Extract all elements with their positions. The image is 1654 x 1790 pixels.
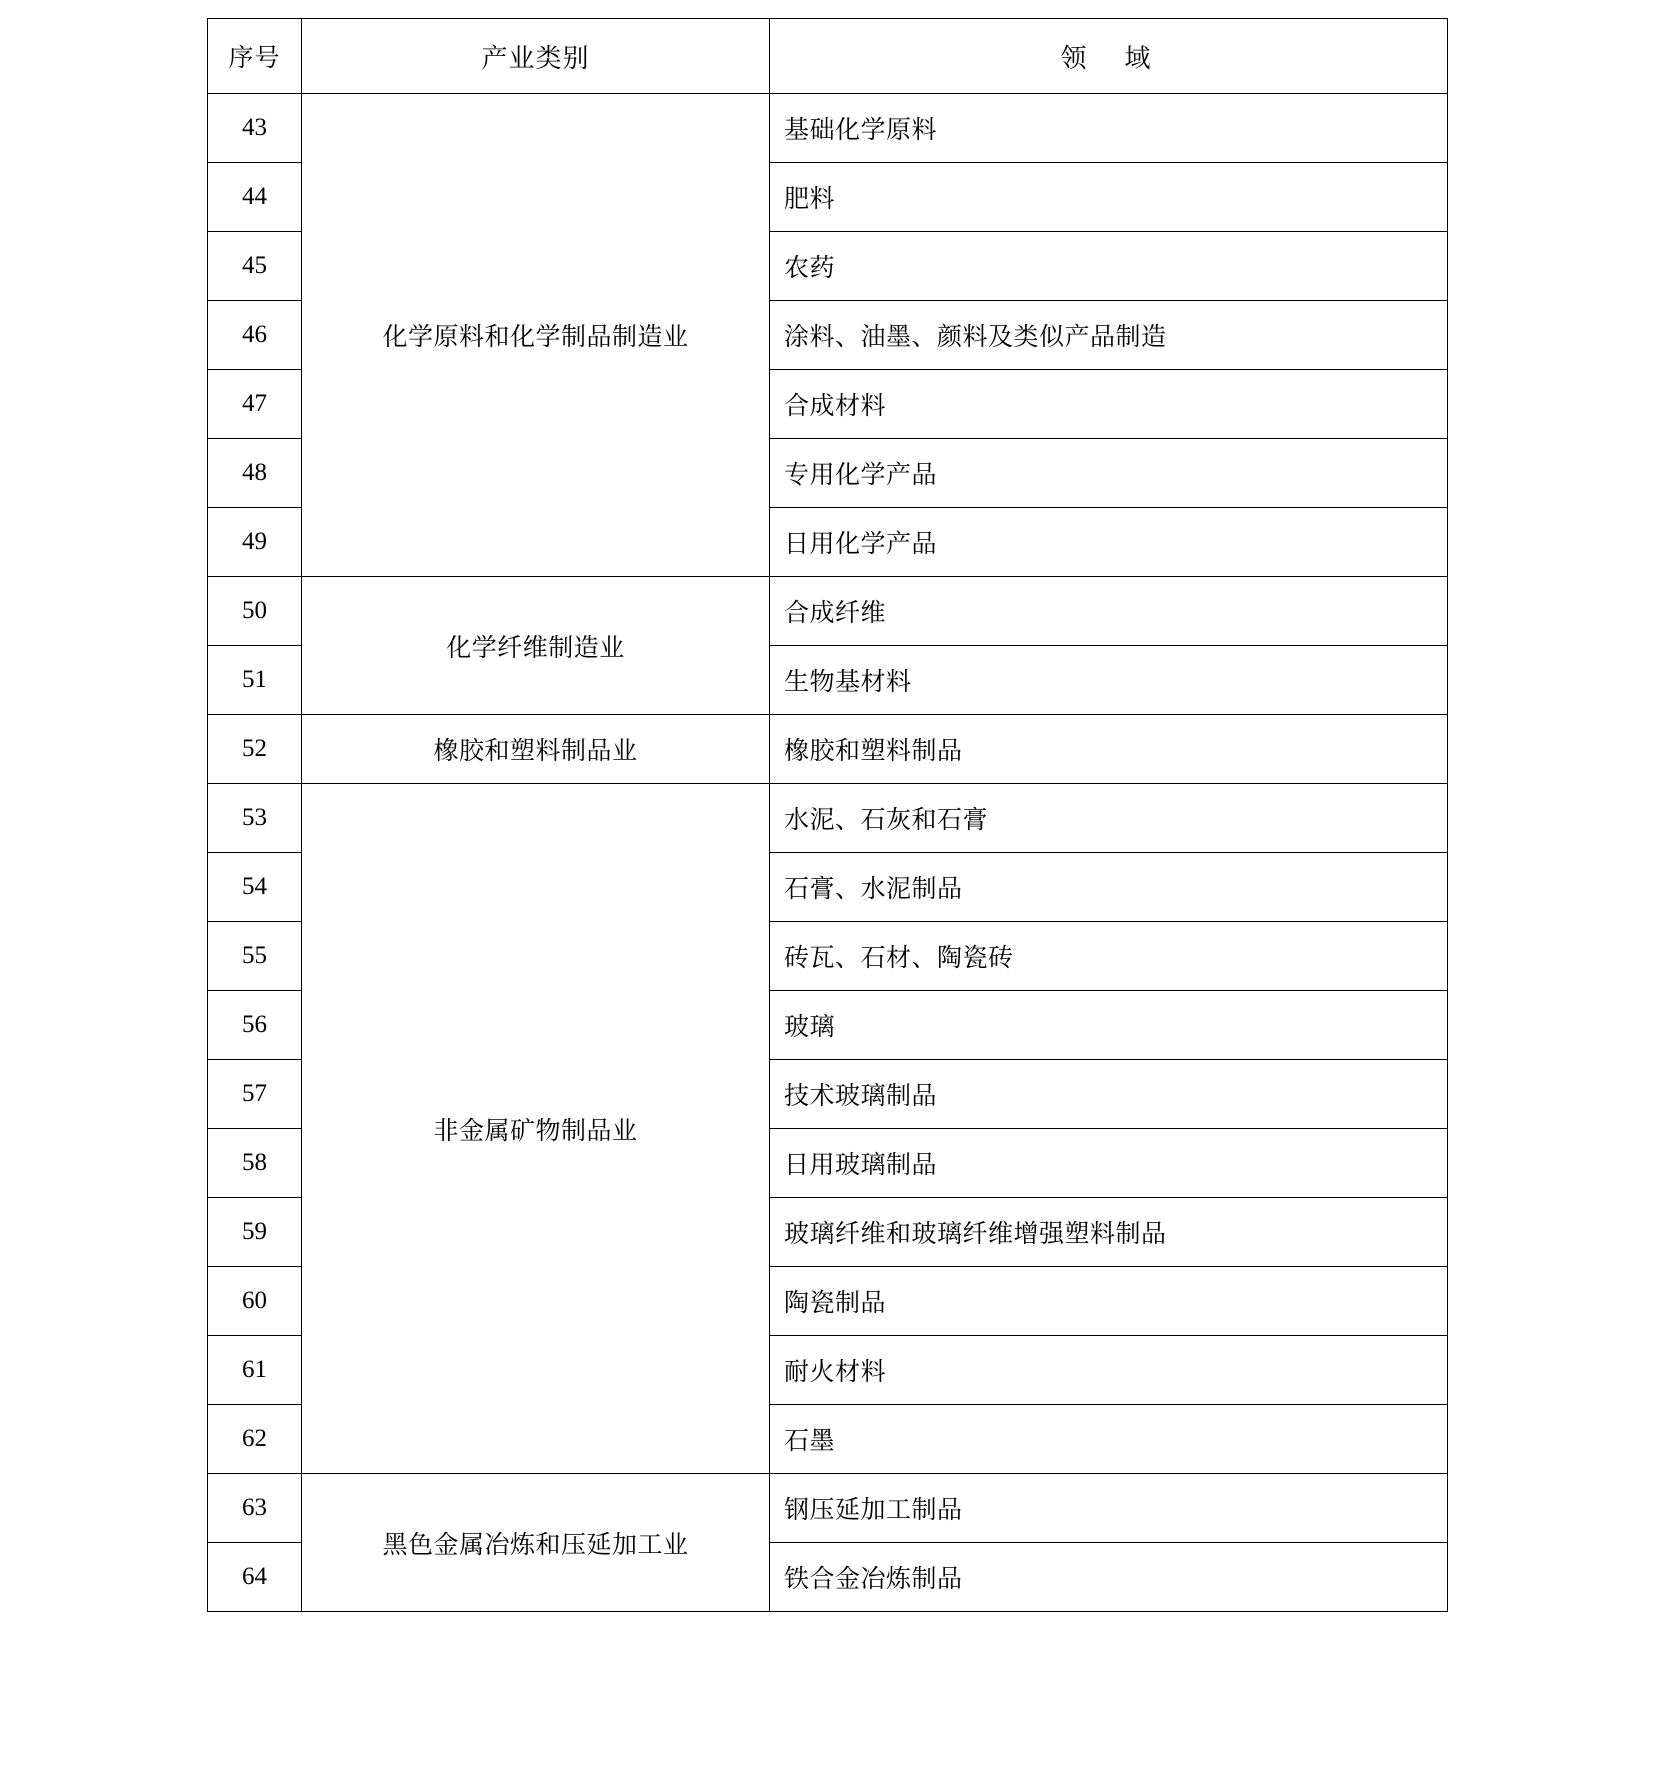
cell-category: 黑色金属冶炼和压延加工业 [302, 1474, 770, 1612]
cell-field: 日用玻璃制品 [770, 1129, 1448, 1198]
cell-field: 石墨 [770, 1405, 1448, 1474]
column-header-field: 领 域 [770, 19, 1448, 94]
cell-no: 63 [208, 1474, 302, 1543]
cell-no: 61 [208, 1336, 302, 1405]
cell-field: 肥料 [770, 163, 1448, 232]
cell-field: 玻璃纤维和玻璃纤维增强塑料制品 [770, 1198, 1448, 1267]
cell-category: 化学原料和化学制品制造业 [302, 94, 770, 577]
cell-no: 45 [208, 232, 302, 301]
cell-no: 44 [208, 163, 302, 232]
table-row [208, 577, 1448, 646]
cell-no: 49 [208, 508, 302, 577]
table-row [208, 1474, 1448, 1543]
cell-field: 技术玻璃制品 [770, 1060, 1448, 1129]
cell-no: 57 [208, 1060, 302, 1129]
column-header-category: 产业类别 [302, 19, 770, 94]
cell-no: 46 [208, 301, 302, 370]
cell-field: 砖瓦、石材、陶瓷砖 [770, 922, 1448, 991]
cell-field: 日用化学产品 [770, 508, 1448, 577]
cell-field: 农药 [770, 232, 1448, 301]
cell-field: 铁合金冶炼制品 [770, 1543, 1448, 1612]
cell-field: 生物基材料 [770, 646, 1448, 715]
cell-field: 石膏、水泥制品 [770, 853, 1448, 922]
cell-category: 化学纤维制造业 [302, 577, 770, 715]
cell-no: 54 [208, 853, 302, 922]
cell-no: 56 [208, 991, 302, 1060]
cell-field: 钢压延加工制品 [770, 1474, 1448, 1543]
cell-field: 专用化学产品 [770, 439, 1448, 508]
cell-no: 48 [208, 439, 302, 508]
cell-no: 51 [208, 646, 302, 715]
cell-category: 橡胶和塑料制品业 [302, 715, 770, 784]
cell-field: 陶瓷制品 [770, 1267, 1448, 1336]
table-header-row [208, 19, 1448, 94]
table-row [208, 94, 1448, 163]
cell-no: 55 [208, 922, 302, 991]
table-body [208, 94, 1448, 1612]
cell-field: 耐火材料 [770, 1336, 1448, 1405]
cell-no: 64 [208, 1543, 302, 1612]
cell-no: 53 [208, 784, 302, 853]
cell-no: 47 [208, 370, 302, 439]
cell-field: 水泥、石灰和石膏 [770, 784, 1448, 853]
cell-no: 43 [208, 94, 302, 163]
column-header-no: 序号 [208, 19, 302, 94]
industry-category-table [207, 18, 1448, 1612]
table-row [208, 784, 1448, 853]
cell-no: 52 [208, 715, 302, 784]
cell-field: 合成材料 [770, 370, 1448, 439]
cell-no: 60 [208, 1267, 302, 1336]
cell-field: 橡胶和塑料制品 [770, 715, 1448, 784]
cell-field: 基础化学原料 [770, 94, 1448, 163]
table-header [208, 19, 1448, 94]
cell-no: 50 [208, 577, 302, 646]
cell-no: 59 [208, 1198, 302, 1267]
cell-no: 58 [208, 1129, 302, 1198]
cell-category: 非金属矿物制品业 [302, 784, 770, 1474]
industry-category-table-wrapper [207, 18, 1447, 1612]
cell-field: 玻璃 [770, 991, 1448, 1060]
cell-field: 合成纤维 [770, 577, 1448, 646]
cell-no: 62 [208, 1405, 302, 1474]
table-row [208, 715, 1448, 784]
cell-field: 涂料、油墨、颜料及类似产品制造 [770, 301, 1448, 370]
